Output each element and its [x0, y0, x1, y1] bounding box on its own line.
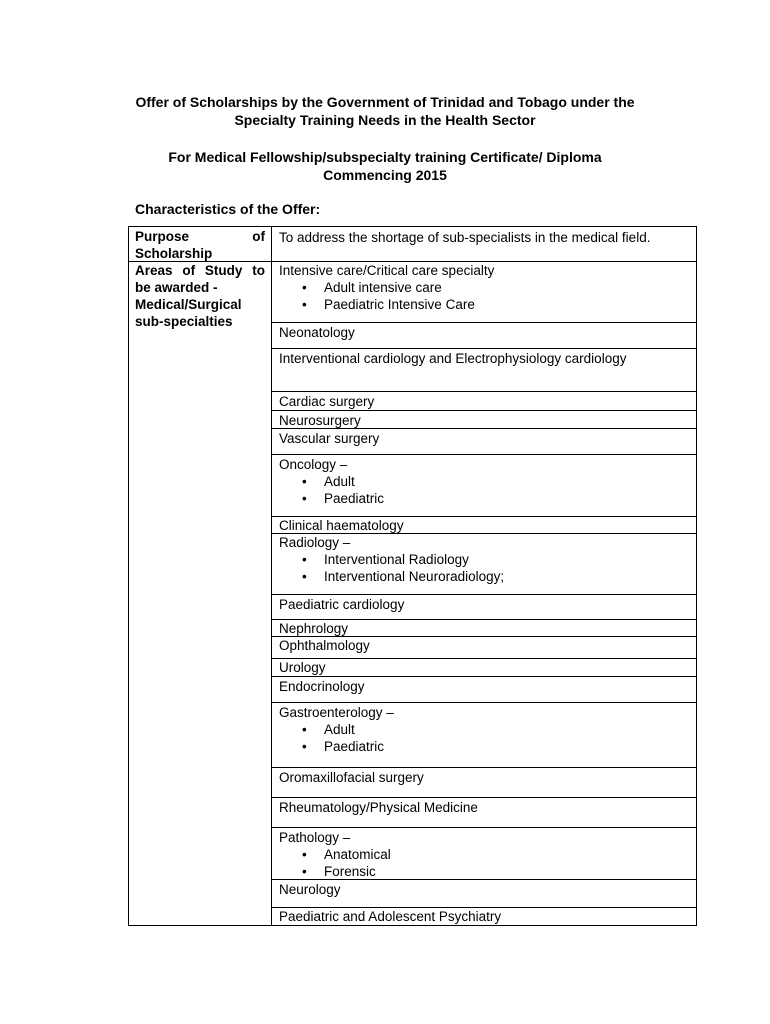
row-divider [271, 322, 697, 323]
area-item: Rheumatology/Physical Medicine [279, 800, 478, 815]
row-divider [271, 879, 697, 880]
row-divider [271, 391, 697, 392]
area-item: Radiology – • Interventional Radiology • Interventional Neuroradiology; [279, 534, 691, 585]
row-divider [271, 594, 697, 595]
section-title: Characteristics of the Offer: [135, 201, 321, 217]
area-item: Clinical haematology [279, 518, 404, 533]
bullet-item: • Paediatric [279, 738, 691, 755]
column-divider [271, 226, 272, 926]
bullet-item: • Adult intensive care [279, 279, 691, 296]
area-item: Interventional cardiology and Electrophysiology cardiology [279, 351, 627, 366]
area-item: Neonatology [279, 325, 355, 340]
bullet-item: • Adult [279, 721, 691, 738]
document-title: Offer of Scholarships by the Government of Trinidad and Tobago under the Specialty Training Needs in the Health Sector [135, 94, 635, 128]
area-item: Nephrology [279, 621, 349, 636]
area-item: Oromaxillofacial surgery [279, 770, 424, 785]
bullet-item: • Paediatric Intensive Care [279, 296, 691, 313]
purpose-label: Purpose of Scholarship [135, 229, 265, 261]
area-item: Vascular surgery [279, 431, 380, 446]
row-divider [271, 410, 697, 411]
area-item: Oncology – • Adult • Paediatric [279, 456, 691, 507]
area-item: Urology [279, 660, 326, 675]
purpose-text: To address the shortage of sub-specialists in the medical field. [279, 230, 651, 245]
area-item: Endocrinology [279, 679, 365, 694]
row-divider [271, 797, 697, 798]
bullet-item: • Interventional Neuroradiology; [279, 568, 691, 585]
bullet-item: • Adult [279, 473, 691, 490]
document-subtitle: For Medical Fellowship/subspecialty training Certificate/ Diploma Commencing 2015 [168, 149, 602, 183]
areas-label: Areas of Study to be awarded - Medical/Surgical sub-specialties [135, 263, 265, 329]
row-divider [271, 767, 697, 768]
area-item: Neurology [279, 882, 341, 897]
row-divider [271, 428, 697, 429]
row-divider [271, 827, 697, 828]
row-divider [271, 676, 697, 677]
area-item: Paediatric cardiology [279, 597, 405, 612]
bullet-item: • Interventional Radiology [279, 551, 691, 568]
bullet-item: • Anatomical [279, 846, 691, 863]
area-item: Paediatric and Adolescent Psychiatry [279, 909, 502, 924]
area-item: Neurosurgery [279, 413, 361, 428]
area-item: Ophthalmology [279, 638, 370, 653]
area-item: Gastroenterology – • Adult • Paediatric [279, 704, 691, 755]
area-item: Intensive care/Critical care specialty • Adult intensive care • Paediatric Intensive Care [279, 262, 691, 313]
area-item: Pathology – • Anatomical • Forensic [279, 829, 691, 880]
area-item: Cardiac surgery [279, 394, 375, 409]
row-divider [271, 348, 697, 349]
bullet-item: • Forensic [279, 863, 691, 880]
row-divider [271, 454, 697, 455]
row-divider [271, 702, 697, 703]
bullet-item: • Paediatric [279, 490, 691, 507]
